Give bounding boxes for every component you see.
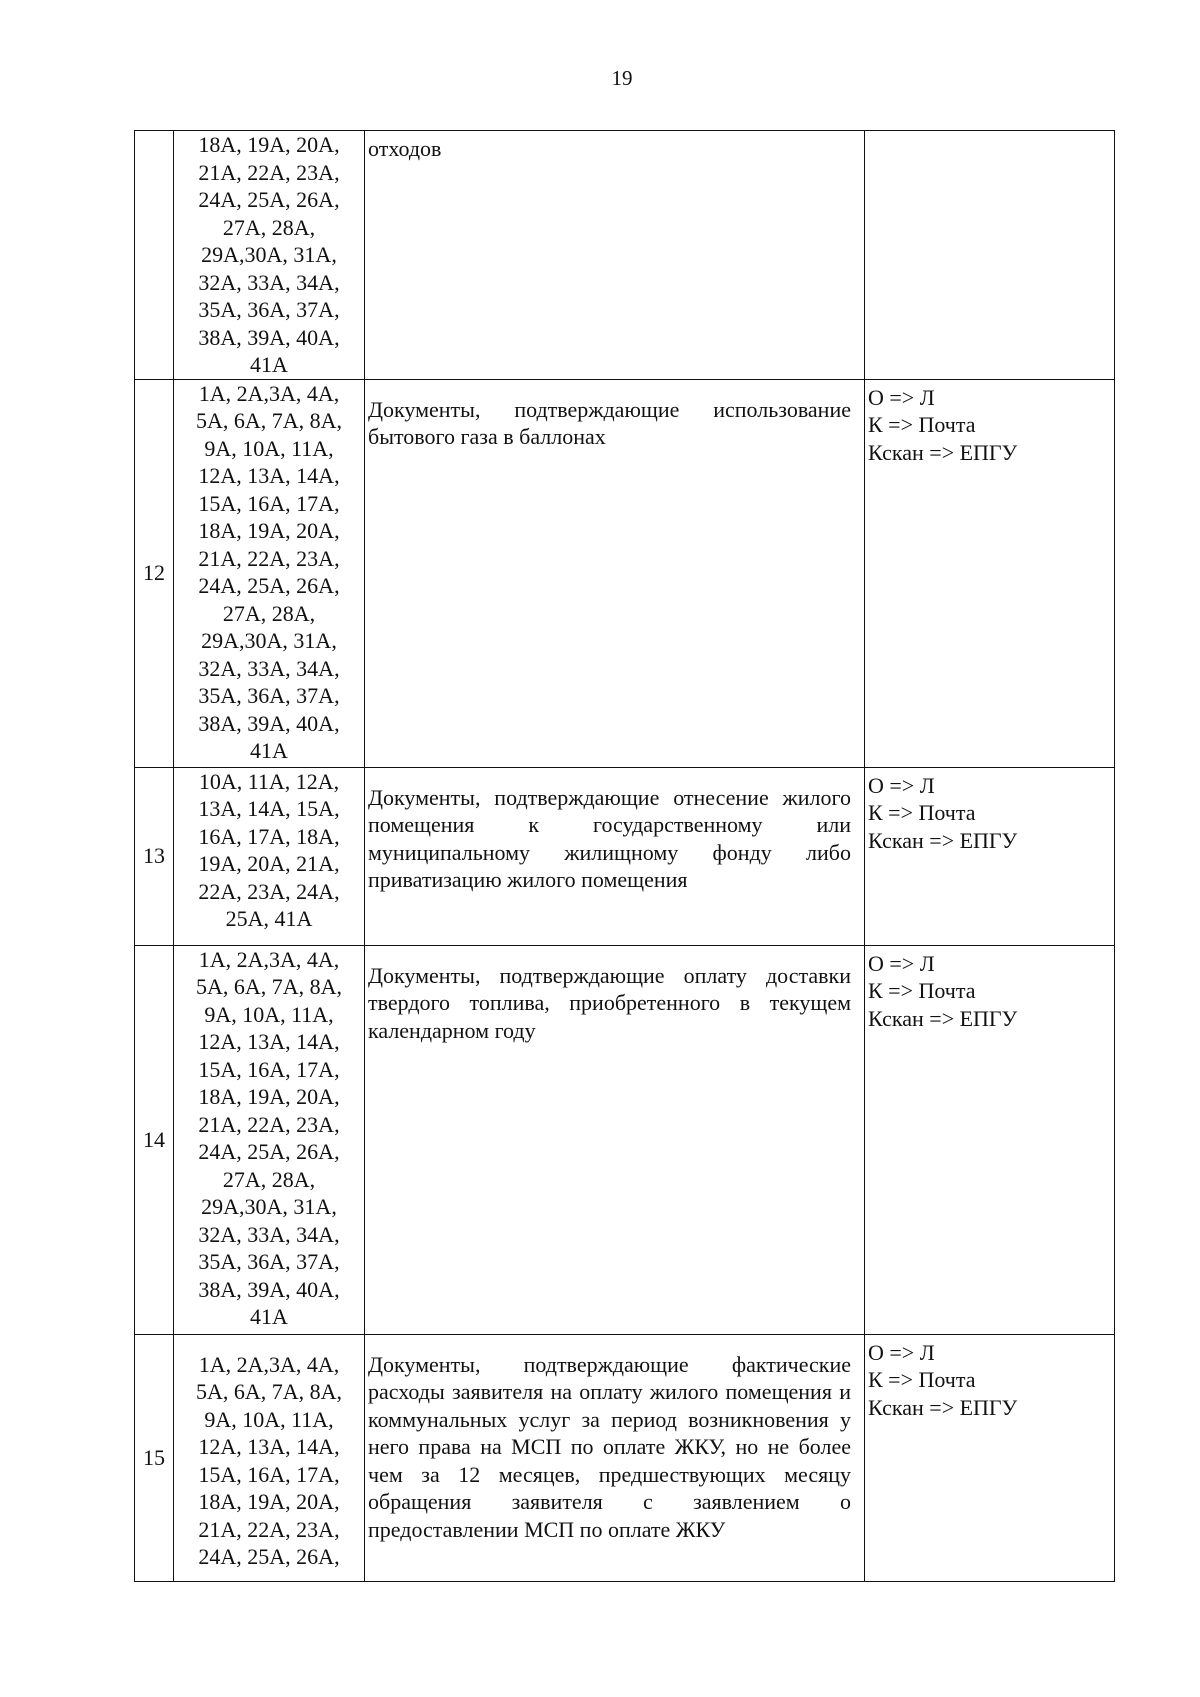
- table-row: [135, 1334, 1115, 1581]
- method-line: Кскан => ЕПГУ: [868, 1394, 1018, 1420]
- code-line: 18А, 19А, 20А,: [198, 1084, 340, 1109]
- code-line: 10А, 11А, 12А,: [198, 768, 340, 794]
- code-line: 15А, 16А, 17А,: [198, 1056, 340, 1082]
- code-line: 18А, 19А, 20А,: [198, 518, 340, 543]
- method-line: О => Л: [868, 950, 935, 976]
- document-description: Документы, подтверждающие использование бытового газа в баллонах: [365, 379, 865, 767]
- submission-methods: [865, 945, 1115, 1334]
- document-description: Документы, подтверждающие оплату доставки твердого топлива, приобретенного в текущем календарном году: [365, 945, 865, 1334]
- code-line: 1А, 2А,3А, 4А,: [198, 946, 340, 972]
- submission-methods: [865, 1334, 1115, 1581]
- code-line: 27А, 28А,: [222, 1166, 316, 1192]
- method-line: О => Л: [868, 384, 935, 410]
- documents-table-body: [135, 131, 1115, 1582]
- submission-methods: [865, 767, 1115, 945]
- applicant-codes: [174, 131, 365, 380]
- code-line: 16А, 17А, 18А,: [198, 823, 340, 849]
- code-line: 22А, 23А, 24А,: [198, 878, 340, 904]
- code-line: 13А, 14А, 15А,: [198, 796, 340, 821]
- method-line: К => Почта: [868, 978, 976, 1003]
- code-line: 32А, 33А, 34А,: [198, 269, 340, 295]
- table-row: [135, 945, 1115, 1334]
- code-line: 35А, 36А, 37А,: [198, 1249, 340, 1274]
- table-row: [135, 131, 1115, 380]
- code-line: 25А, 41А: [225, 906, 313, 931]
- method-line: Кскан => ЕПГУ: [868, 439, 1018, 465]
- applicant-codes: [174, 379, 365, 767]
- code-line: 38А, 39А, 40А,: [198, 324, 340, 350]
- code-line: 38А, 39А, 40А,: [198, 710, 340, 736]
- row-number: 15: [135, 1334, 174, 1581]
- code-line: 1А, 2А,3А, 4А,: [198, 1351, 340, 1377]
- code-line: 15А, 16А, 17А,: [198, 490, 340, 516]
- code-line: 5А, 6А, 7А, 8А,: [195, 974, 343, 999]
- applicant-codes: [174, 945, 365, 1334]
- document-description: Документы, подтверждающие отнесение жилого помещения к государственному или муниципальному жилищному фонду либо приватизацию жилого помещения: [365, 767, 865, 945]
- code-line: 35А, 36А, 37А,: [198, 683, 340, 708]
- row-number: 14: [135, 945, 174, 1334]
- table-row: [135, 767, 1115, 945]
- documents-table: [134, 130, 1115, 1582]
- applicant-codes: [174, 1334, 365, 1581]
- applicant-codes: [174, 767, 365, 945]
- row-number: 13: [135, 767, 174, 945]
- code-line: 21А, 22А, 23А,: [198, 159, 340, 185]
- code-line: 27А, 28А,: [222, 600, 316, 626]
- code-line: 41А: [250, 1304, 288, 1329]
- document-description: Документы, подтверждающие фактические расходы заявителя на оплату жилого помещения и коммунальных услуг за период возникновения у него права на МСП по оплате ЖКУ, но не более чем за 12 месяцев, предшествующих месяцу обращения заявителя с заявлением о предоставлении МСП по оплате ЖКУ: [365, 1334, 865, 1581]
- code-line: 24А, 25А, 26А,: [198, 1544, 340, 1569]
- code-line: 32А, 33А, 34А,: [198, 1221, 340, 1247]
- submission-methods: [865, 131, 1115, 380]
- code-line: 41А: [250, 738, 288, 763]
- code-line: 9А, 10А, 11А,: [204, 435, 334, 461]
- code-line: 24А, 25А, 26А,: [198, 187, 340, 212]
- table-row: [135, 379, 1115, 767]
- method-line: О => Л: [868, 772, 935, 798]
- code-line: 24А, 25А, 26А,: [198, 1139, 340, 1164]
- code-line: 24А, 25А, 26А,: [198, 573, 340, 598]
- code-line: 38А, 39А, 40А,: [198, 1276, 340, 1302]
- code-line: 18А, 19А, 20А,: [198, 1489, 340, 1514]
- method-line: К => Почта: [868, 800, 976, 825]
- method-line: Кскан => ЕПГУ: [868, 1005, 1018, 1031]
- row-number: [135, 131, 174, 380]
- code-line: 19А, 20А, 21А,: [198, 851, 340, 876]
- method-line: Кскан => ЕПГУ: [868, 827, 1018, 853]
- code-line: 29А,30А, 31А,: [201, 628, 337, 653]
- code-line: 1А, 2А,3А, 4А,: [198, 380, 340, 406]
- code-line: 9А, 10А, 11А,: [204, 1406, 334, 1432]
- code-line: 29А,30А, 31А,: [201, 242, 337, 267]
- page-number: 19: [611, 66, 633, 90]
- code-line: 32А, 33А, 34А,: [198, 655, 340, 681]
- method-line: К => Почта: [868, 412, 976, 437]
- row-number: 12: [135, 379, 174, 767]
- code-line: 35А, 36А, 37А,: [198, 297, 340, 322]
- code-line: 12А, 13А, 14А,: [198, 463, 340, 488]
- code-line: 21А, 22А, 23А,: [198, 1516, 340, 1542]
- code-line: 27А, 28А,: [222, 214, 316, 240]
- method-line: О => Л: [868, 1339, 935, 1365]
- code-line: 18А, 19А, 20А,: [198, 132, 340, 157]
- code-line: 41А: [250, 352, 288, 377]
- code-line: 12А, 13А, 14А,: [198, 1434, 340, 1459]
- code-line: 9А, 10А, 11А,: [204, 1001, 334, 1027]
- document-description: отходов: [365, 131, 865, 380]
- code-line: 12А, 13А, 14А,: [198, 1029, 340, 1054]
- code-line: 29А,30А, 31А,: [201, 1194, 337, 1219]
- code-line: 15А, 16А, 17А,: [198, 1461, 340, 1487]
- code-line: 21А, 22А, 23А,: [198, 1111, 340, 1137]
- method-line: К => Почта: [868, 1367, 976, 1392]
- submission-methods: [865, 379, 1115, 767]
- code-line: 21А, 22А, 23А,: [198, 545, 340, 571]
- code-line: 5А, 6А, 7А, 8А,: [195, 1379, 343, 1404]
- code-line: 5А, 6А, 7А, 8А,: [195, 408, 343, 433]
